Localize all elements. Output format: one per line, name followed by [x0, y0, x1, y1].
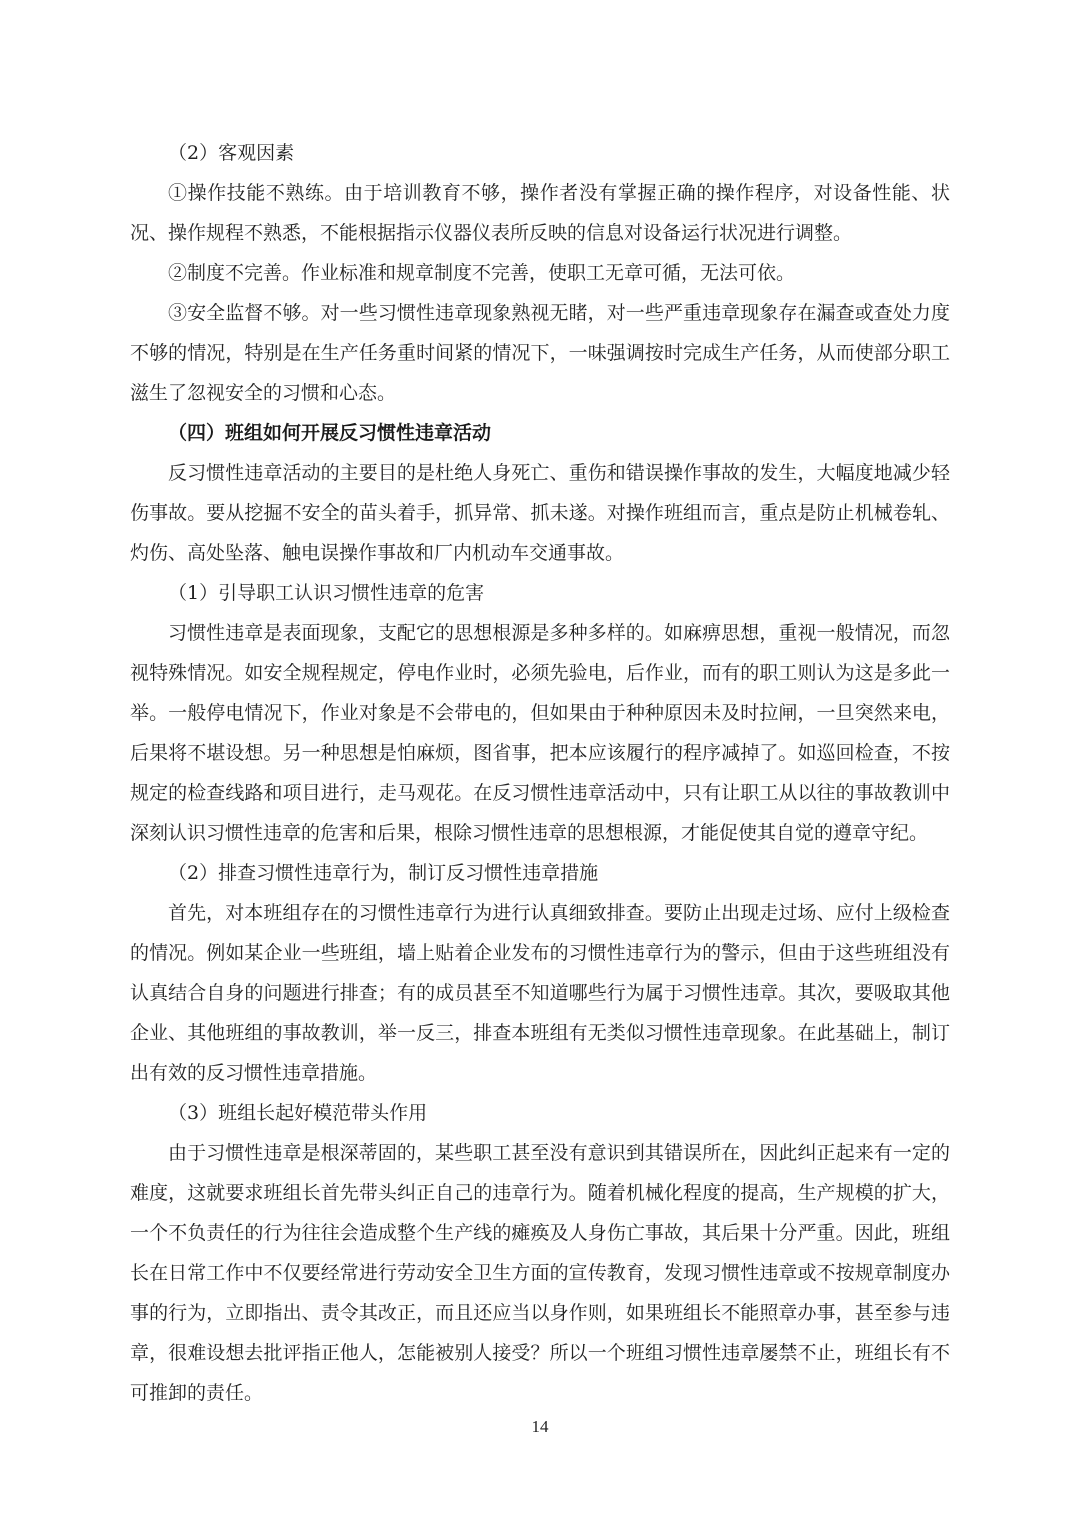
paragraph-team-leader-role: 由于习惯性违章是根深蒂固的，某些职工甚至没有意识到其错误所在，因此纠正起来有一定的难度，这就要求班组长首先带头纠正自己的违章行为。随着机械化程度的提高，生产规模的扩大，一个不负责任的行为往往会造成整个生产线的瘫痪及人身伤亡事故，其后果十分严重。因此，班组长在日常工作中不仅要经常进行劳动安全卫生方面的宣传教育，发现习惯性违章或不按规章制度办事的行为，立即指出、责令其改正，而且还应当以身作则，如果班组长不能照章办事，甚至参与违章，很难设想去批评指正他人，怎能被别人接受？所以一个班组习惯性违章屡禁不止，班组长有不可推卸的责任。 [130, 1142, 950, 1404]
subheading-3: （3）班组长起好模范带头作用 [168, 1102, 428, 1124]
subheading-2: （2）排查习惯性违章行为，制订反习惯性违章措施 [168, 862, 599, 884]
paragraph-activity-purpose: 反习惯性违章活动的主要目的是杜绝人身死亡、重伤和错误操作事故的发生，大幅度地减少轻伤事故。要从挖掘不安全的苗头着手，抓异常、抓未遂。对操作班组而言，重点是防止机械卷轧、灼伤、高处坠落、触电误操作事故和厂内机动车交通事故。 [130, 462, 950, 564]
paragraph-investigation: 首先，对本班组存在的习惯性违章行为进行认真细致排查。要防止出现走过场、应付上级检查的情况。例如某企业一些班组，墙上贴着企业发布的习惯性违章行为的警示，但由于这些班组没有认真结合自身的问题进行排查；有的成员甚至不知道哪些行为属于习惯性违章。其次，要吸取其他企业、其他班组的事故教训，举一反三，排查本班组有无类似习惯性违章现象。在此基础上，制订出有效的反习惯性违章措施。 [130, 902, 950, 1084]
paragraph-system-imperfect: ②制度不完善。作业标准和规章制度不完善，使职工无章可循，无法可依。 [168, 262, 796, 284]
paragraph-habitual-violation-roots: 习惯性违章是表面现象，支配它的思想根源是多种多样的。如麻痹思想，重视一般情况，而忽视特殊情况。如安全规程规定，停电作业时，必须先验电，后作业，而有的职工则认为这是多此一举。一般停电情况下，作业对象是不会带电的，但如果由于种种原因未及时拉闸，一旦突然来电，后果将不堪设想。另一种思想是怕麻烦，图省事，把本应该履行的程序减掉了。如巡回检查，不按规定的检查线路和项目进行，走马观花。在反习惯性违章活动中，只有让职工从以往的事故教训中深刻认识习惯性违章的危害和后果，根除习惯性违章的思想根源，才能促使其自觉的遵章守纪。 [130, 622, 950, 844]
body-text [130, 133, 950, 1413]
subheading-objective-factors: （2）客观因素 [168, 142, 295, 164]
page-number: 14 [531, 1417, 549, 1436]
section-heading-4: （四）班组如何开展反习惯性违章活动 [168, 422, 492, 444]
subheading-1: （1）引导职工认识习惯性违章的危害 [168, 582, 485, 604]
paragraph-operation-skills: ①操作技能不熟练。由于培训教育不够，操作者没有掌握正确的操作程序，对设备性能、状况、操作规程不熟悉，不能根据指示仪器仪表所反映的信息对设备运行状况进行调整。 [130, 182, 950, 244]
paragraph-safety-supervision: ③安全监督不够。对一些习惯性违章现象熟视无睹，对一些严重违章现象存在漏查或查处力度不够的情况，特别是在生产任务重时间紧的情况下，一味强调按时完成生产任务，从而使部分职工滋生了忽视安全的习惯和心态。 [130, 302, 950, 404]
